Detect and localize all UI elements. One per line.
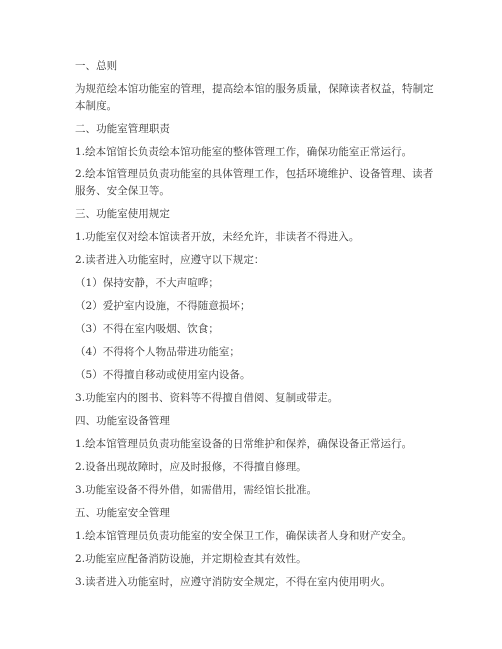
paragraph-item: 1.绘本馆管理员负责功能室的安全保卫工作，确保读者人身和财产安全。: [75, 530, 413, 542]
paragraph-item: 1.绘本馆管理员负责功能室设备的日常维护和保养，确保设备正常运行。: [75, 438, 413, 450]
paragraph-item: 1.绘本馆馆长负责绘本馆功能室的整体管理工作，确保功能室正常运行。: [75, 146, 413, 158]
paragraph-item: 2.功能室应配备消防设施，并定期检查其有效性。: [75, 553, 307, 565]
paragraph-item: 1.功能室仅对绘本馆读者开放，未经允许，非读者不得进入。: [75, 231, 360, 243]
section-heading-usage-rules: 三、功能室使用规定: [75, 208, 170, 220]
paragraph-item: 2.绘本馆管理员负责功能室的具体管理工作，包括环境维护、设备管理、读者服务、安全保卫等。: [75, 168, 434, 197]
paragraph-purpose: 为规范绘本馆功能室的管理，提高绘本馆的服务质量，保障读者权益，特制定本制度。: [75, 83, 434, 112]
list-item: （5）不得擅自移动或使用室内设备。: [75, 369, 251, 381]
list-item: （3）不得在室内吸烟、饮食；: [75, 323, 219, 335]
section-heading-safety: 五、功能室安全管理: [75, 507, 170, 519]
section-heading-general: 一、总则: [75, 60, 118, 72]
list-item: （1）保持安静，不大声喧哗；: [75, 277, 219, 289]
paragraph-item: 3.功能室设备不得外借，如需借用，需经馆长批准。: [75, 484, 318, 496]
section-heading-equipment: 四、功能室设备管理: [75, 415, 170, 427]
paragraph-item: 3.功能室内的图书、资料等不得擅自借阅、复制或带走。: [75, 392, 339, 404]
paragraph-item: 2.设备出现故障时，应及时报修，不得擅自修理。: [75, 461, 307, 473]
list-item: （4）不得将个人物品带进功能室；: [75, 346, 240, 358]
list-item: （2）爱护室内设施，不得随意损坏；: [75, 300, 251, 312]
section-heading-responsibilities: 二、功能室管理职责: [75, 123, 170, 135]
paragraph-item: 2.读者进入功能室时，应遵守以下规定：: [75, 254, 265, 266]
paragraph-item: 3.读者进入功能室时，应遵守消防安全规定，不得在室内使用明火。: [75, 576, 392, 588]
